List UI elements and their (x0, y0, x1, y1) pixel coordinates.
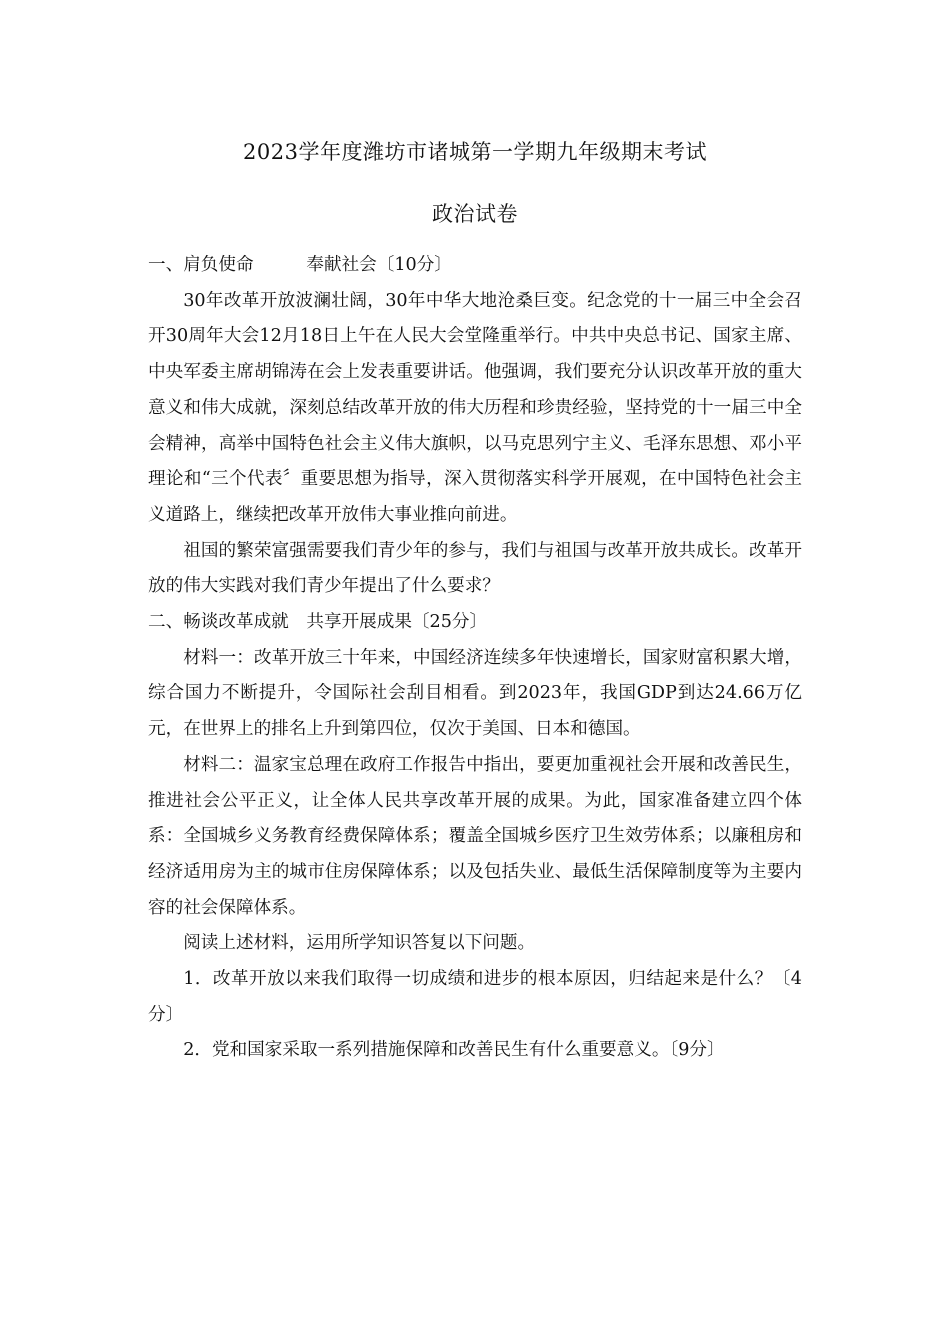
section-1-heading: 一、肩负使命 奉献社会〔10分〕 (148, 255, 452, 275)
question-1: 1．改革开放以来我们取得一切成绩和进步的根本原因，归结起来是什么？〔4分〕 (148, 969, 802, 1025)
question-2: 2．党和国家采取一系列措施保障和改善民生有什么重要意义。〔9分〕 (183, 1040, 725, 1061)
material-2: 材料二：温家宝总理在政府工作报告中指出，要更加重视社会开展和改善民生，推进社会公平正义，让全体人民共享改革开展的成果。为此，国家准备建立四个体系：全国城乡义务教育经费保障体系；覆盖全国城乡医疗卫生效劳体系；以廉租房和经济适用房为主的城市住房保障体系；以及包括失业、最低生活保障制度等为主要内容的社会保障体系。 (148, 754, 802, 918)
section-1-question: 祖国的繁荣富强需要我们青少年的参与，我们与祖国与改革开放共成长。改革开放的伟大实践对我们青少年提出了什么要求？ (148, 540, 802, 597)
exam-subtitle: 政治试卷 (432, 202, 518, 226)
exam-title: 2023学年度潍坊市诸城第一学期九年级期末考试 (243, 140, 707, 164)
material-1: 材料一：改革开放三十年来，中国经济连续多年快速增长，国家财富积累大增，综合国力不断提升，令国际社会刮目相看。到2023年，我国GDP到达24.66万亿元，在世界上的排名上升到第四位，仅次于美国、日本和德国。 (148, 647, 802, 740)
section-1-paragraph: 30年改革开放波澜壮阔，30年中华大地沧桑巨变。纪念党的十一届三中全会召开30周年大会12月18日上午在人民大会堂隆重举行。中共中央总书记、国家主席、中央军委主席胡锦涛在会上发表重要讲话。他强调，我们要充分认识改革开放的重大意义和伟大成就，深刻总结改革开放的伟大历程和珍贵经验，坚持党的十一届三中全会精神，高举中国特色社会主义伟大旗帜，以马克思列宁主义、毛泽东思想、邓小平理论和“三个代表〞重要思想为指导，深入贯彻落实科学开展观，在中国特色社会主义道路上，继续把改革开放伟大事业推向前进。 (148, 290, 802, 525)
document-body (148, 248, 802, 1069)
section-2-heading: 二、畅谈改革成就 共享开展成果〔25分〕 (148, 612, 488, 633)
instruction: 阅读上述材料，运用所学知识答复以下问题。 (183, 933, 536, 954)
